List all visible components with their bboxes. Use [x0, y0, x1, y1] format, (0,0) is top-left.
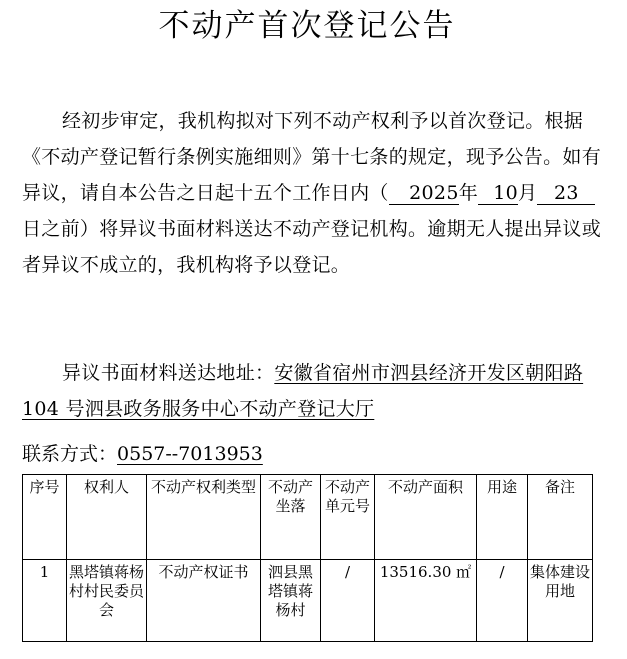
cell-usage: /: [477, 560, 528, 642]
deadline-day: 23: [537, 182, 595, 205]
cell-location: 泗县黑塔镇蒋杨村: [261, 560, 321, 642]
cell-right-holder: 黑塔镇蒋杨村村民委员会: [67, 560, 147, 642]
header-cell-usage: 用途: [477, 475, 528, 560]
cell-right-type: 不动产权证书: [147, 560, 261, 642]
cell-index: 1: [23, 560, 67, 642]
contact-line: [22, 437, 263, 471]
deadline-month: 10: [478, 182, 518, 205]
header-cell-location: 不动产坐落: [261, 475, 321, 560]
table-row: [23, 560, 593, 642]
header-cell-remarks: 备注: [528, 475, 593, 560]
cell-unit-number: /: [321, 560, 375, 642]
cell-remarks: 集体建设用地: [528, 560, 593, 642]
contact-phone: 0557--7013953: [117, 443, 263, 465]
deadline-year: 2025: [389, 182, 459, 205]
header-cell-unit-number: 不动产单元号: [321, 475, 375, 560]
cell-area: 13516.30 ㎡: [375, 560, 477, 642]
registration-table: [22, 474, 593, 642]
header-cell-area: 不动产面积: [375, 475, 477, 560]
deadline-open-paren: （: [369, 182, 389, 204]
contact-label: 联系方式：: [22, 443, 118, 465]
header-cell-right-type: 不动产权利类型: [147, 475, 261, 560]
notice-text-intro: 经初步审定，我机构拟对下列不动产权利予以首次登记。根据《不动产登记暂行条例实施细则》第十七条的规定，现予公告。如有异议，请自本公告之日起十五个工作日内: [22, 110, 602, 204]
table-header-row: [23, 475, 593, 560]
page-title: 不动产首次登记公告: [158, 8, 456, 44]
address-paragraph: [22, 355, 602, 427]
address-label: 异议书面材料送达地址：: [62, 362, 275, 384]
notice-paragraph: [22, 103, 602, 283]
deadline-month-suffix: 月: [518, 182, 538, 204]
deadline-year-suffix: 年: [458, 182, 479, 204]
address-value: 安徽省宿州市泗县经济开发区朝阳路 104 号泗县政务服务中心不动产登记大厅: [22, 362, 584, 420]
header-cell-index: 序号: [23, 475, 67, 560]
header-cell-right-holder: 权利人: [67, 475, 147, 560]
notice-text-rest: 日之前）将异议书面材料送达不动产登记机构。逾期无人提出异议或者异议不成立的，我机构将予以登记。: [22, 218, 602, 276]
